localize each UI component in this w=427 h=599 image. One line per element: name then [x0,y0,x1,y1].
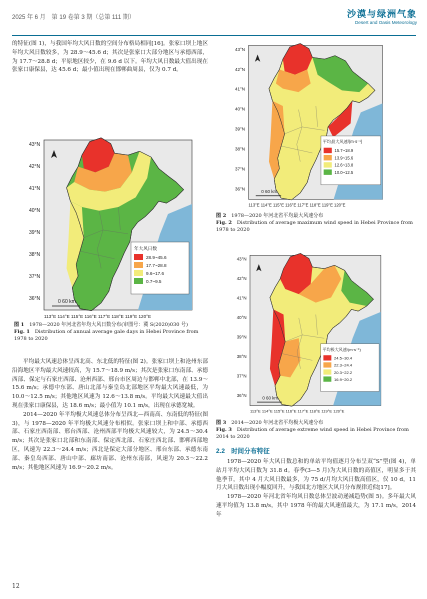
lat-label: 41°N [236,295,247,301]
paragraph: 1978—2020 年河北省年均风日数总体呈波动递减趋势(图 5)。多年最大风速平均值为 13.8 m/s，其中 1978 年的最大风速值最大，为 17.1 m/s，2014 年 [216,494,416,518]
lat-labels [235,47,245,191]
lat-labels [237,257,247,398]
caption-cn [216,420,416,427]
legend-swatch [324,148,332,153]
caption-label: 图 3 [216,420,227,426]
legend-label: 10.0~12.5 [334,169,354,175]
caption-text: 1978—2020 年河北省年均大风日数分布(审图号：冀 S(2020)030 号) [29,322,188,328]
legend-label: 15.7~18.9 [334,148,354,154]
caption-label: Fig. 1 [14,329,30,336]
lat-label: 39°N [236,334,247,340]
caption-text: 2014—2020 年河北省平均极大风速分布 [231,420,324,426]
lat-label: 39°N [234,126,246,132]
legend-label: 12.6~13.8 [334,162,354,168]
lat-label: 42°N [29,164,41,170]
caption-label: 图 1 [14,322,25,328]
lat-label: 37°N [29,274,41,280]
caption-label: Fig. 3 [216,427,232,434]
scale-label: 0 60 km [58,299,76,305]
caption-label: Fig. 2 [216,220,232,227]
legend-swatch [323,376,331,381]
lon-labels: 113°E 114°E 115°E 116°E 117°E 118°E 119°E 120°E [44,314,152,319]
figure-3-caption [216,420,416,442]
lat-label: 42°N [236,276,247,282]
page-number: 12 [12,583,20,590]
legend-label: 16.9~20.2 [333,376,353,382]
header-rule [12,35,416,36]
scale-label: 0 60 km [261,188,278,194]
map-figure-3 [226,250,396,418]
lat-label: 36°N [29,296,41,302]
legend-label: 22.3~24.4 [333,362,353,368]
paragraph: 1978—2020 年大风日数总和的单站平均值逐月分布呈双“S”型(图 4)，单站月平均大风日数为 31.8 d。春季(3—5 月)为大风日数的高值区，明显多于其他季节，其中 4 月大风日数最多，为 75 d/月均大风日数高值区，仅 10 d，11 月大风日数出现小幅度回升，与我国北方地区大风月分布规律近似[17]。 [216,459,416,492]
lat-label: 40°N [236,314,247,320]
lat-label: 36°N [234,186,246,192]
journal-info: 2025 年 6 月 第 19 卷第 3 期（总第 111 期） [12,15,135,21]
legend-label: 13.9~15.6 [334,155,354,161]
journal-title [347,7,417,25]
legend-title: 平均极大风速/(m·s⁻¹) [322,346,361,352]
figure-3-map [226,250,396,418]
lat-label: 42°N [234,66,246,72]
lat-label: 38°N [236,353,247,359]
left-top-paragraph [12,40,208,75]
journal-title-cn: 沙漠与绿洲气象 [346,10,417,20]
lat-label: 39°N [29,230,41,236]
map-figure-1 [28,134,198,324]
lat-label: 43°N [234,46,246,52]
map-figure-2 [226,40,396,212]
right-bottom-text [216,458,416,520]
figure-1-caption [14,322,208,344]
lon-labels: 113°E 114°E 115°E 116°E 117°E 118°E 119°E 120°E [249,408,345,414]
legend-title: 年大风日数 [134,246,157,251]
legend-label: 17.7~28.8 [146,263,167,268]
lat-label: 43°N [29,142,41,148]
lat-label: 41°N [29,186,41,192]
lon-labels: 113°E 114°E 115°E 116°E 117°E 118°E 119°E 120°E [248,202,346,208]
caption-text: Distribution of average maximum wind speed in Hebei Province from 1978 to 2020 [216,220,413,234]
caption-en [216,427,416,441]
paragraph: 平均最大风速总体呈西北高、东北低的特征(图 2)。张家口坝上和沧州东部沿海地区平均最大风速较高，为 15.7～18.9 m/s；其次是张家口东南部、承德西部、保定与石家庄西部、沧州西部、邢台市区周边与邯郸中北部，在 13.9～15.6 m/s；承德中东部、唐山北部与秦皇岛北部地区平均最大风速最低，为 10.0～12.5 m/s；其他地区风速为 12.6～13.8 m/s。平均最大风速最大值出现在张家口康保县，达 18.6 m/s；最小值为 10.1 m/s，出现在承德宽城。 [12,359,208,409]
lat-label: 41°N [234,86,246,92]
caption-cn [216,213,416,220]
caption-text: 1978—2020 年河北省平均最大风速分布 [231,213,324,219]
scale-label: 0 60 km [262,395,279,401]
lat-label: 43°N [236,256,247,262]
lat-label: 37°N [234,166,246,172]
legend-label: 0.7~9.5 [146,279,162,284]
legend-swatch [324,155,332,160]
legend-swatch [134,270,143,276]
legend-swatch [324,162,332,167]
paragraph: 的特征(图 1)，与我国年均大风日数的空间分布格局相同[16]。张家口坝上地区年均大风日数较多，为 28.9～45.6 d；其次是张家口大部分地区与承德西部，为 17.7～28.8 d；平原地区较少，在 9.6 d 以下。年均大风日数最大值出现在张家口康保县，达 45.6 d；最小值出现在邯郸曲周县，仅为 0.7 d。 [12,41,208,74]
legend-label: 9.6~17.6 [146,271,165,276]
legend-swatch [134,262,143,268]
legend-label: 20.3~22.2 [333,369,353,375]
legend-label: 28.9~45.6 [146,255,167,260]
caption-en [216,220,416,234]
journal-title-en: Desert and Oasis Meteorology [354,20,417,25]
caption-cn [14,322,208,329]
caption-text: Distribution of annual average gale days in Hebei Province from 1978 to 2020 [14,329,199,343]
page-header [0,0,427,36]
left-bottom-text [12,358,208,472]
paragraph: 2014—2020 年平均极大风速总体分布呈西北—西南高、东南低的特征(图 3)，与 1978—2020 年平均极大风速分布相似。张家口坝上和中部、承德西部、石家庄西南部、邢台西部、沧州西部平均极大风速较大，为 24.5～30.4 m/s；其次是张家口北部和东南部、保定西北部、石家庄西北部、邯郸西部地区，风速为 22.3～24.4 m/s；西北是保定大部分地区、邢台东部、承德东南部、秦皇岛西部、唐山中部、廊坊南部、沧州东南部，风速为 20.3～22.2 m/s；其他地区风速为 16.9～20.2 m/s。 [12,411,208,471]
lat-label: 38°N [29,252,41,258]
caption-text: Distribution of average extreme wind speed in Hebei Province from 2014 to 2020 [216,427,409,441]
lat-label: 40°N [234,106,246,112]
legend-swatch [323,369,331,374]
legend-swatch [323,362,331,367]
caption-label: 图 2 [216,213,227,219]
legend-label: 24.5~30.4 [333,355,353,361]
caption-en [14,329,208,343]
lat-label: 37°N [236,373,247,379]
legend-swatch [134,278,143,284]
lat-labels [29,142,41,302]
lat-label: 36°N [236,392,247,398]
lat-label: 40°N [29,208,41,214]
legend-swatch [324,169,332,174]
lat-label: 38°N [234,146,246,152]
section-heading: 2.2 时间分布特征 [216,448,270,455]
legend-swatch [323,355,331,360]
figure-2-map [226,40,396,212]
legend-title: 平均最大风速/(m·s⁻¹) [322,139,363,145]
figure-2-caption [216,213,416,235]
legend-swatch [134,254,143,260]
figure-1-map [28,134,198,324]
